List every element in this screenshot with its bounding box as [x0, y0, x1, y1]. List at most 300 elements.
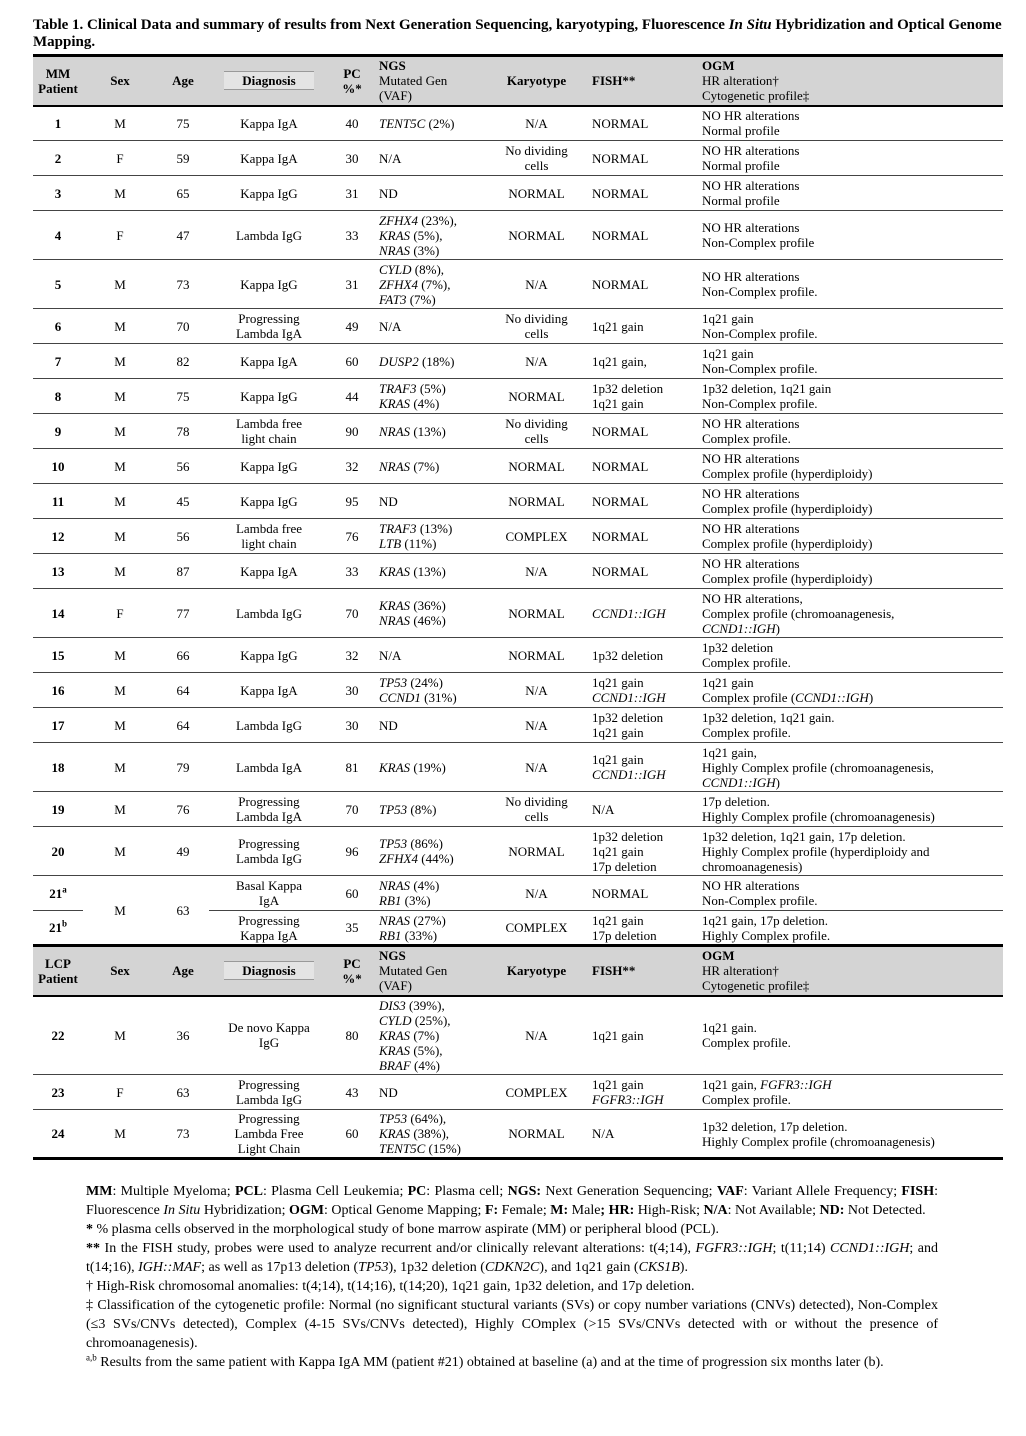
sex-cell — [83, 379, 157, 414]
ngs-line: RB1 (33%) — [379, 927, 438, 943]
gene-name: RB1 — [379, 927, 402, 943]
cell-line: cells — [524, 431, 549, 446]
karyotype-cell — [485, 379, 588, 414]
cell-line: 75 — [176, 115, 190, 131]
cell-line: COMPLEX — [505, 920, 568, 935]
cell-line: M — [114, 423, 126, 439]
footnote-italic: CDKN2C — [484, 1260, 540, 1275]
cell-line: M — [114, 1027, 126, 1043]
cell-line: Karyotype — [506, 963, 567, 979]
cell-line: Kappa IgG — [240, 388, 298, 404]
cell-line: 1q21 gain, — [592, 353, 647, 369]
karyotype-cell — [485, 449, 588, 484]
footnote-text: † High-Risk chromosomal anomalies: t(4;14), t(14;16), t(14;20), 1q21 gain, 1p32 deletion, and 17p deletion. — [86, 1279, 695, 1294]
cell-line: De novo Kappa — [228, 1020, 310, 1036]
cell-line: No dividing — [505, 143, 568, 158]
patient-id — [33, 260, 83, 309]
cell-line: NORMAL — [592, 563, 649, 579]
cell-line: CCND1::IGH) — [702, 620, 781, 636]
ngs-line: N/A — [379, 647, 402, 663]
header-ngs — [375, 56, 485, 106]
cell-line: 31 — [345, 276, 359, 292]
cell-line: 70 — [345, 605, 359, 621]
karyotype-cell — [485, 743, 588, 792]
table-row — [33, 589, 1003, 638]
cell-line: Non-Complex profile. — [702, 893, 818, 908]
sex-cell — [83, 673, 157, 708]
ngs-cell — [375, 344, 485, 379]
header-diagnosis-label: Diagnosis — [224, 71, 313, 90]
ngs-line: KRAS (4%) — [379, 396, 440, 411]
cell-line: 19 — [51, 801, 65, 817]
cell-line: NO HR alterations — [702, 108, 800, 124]
ngs-line: NRAS (3%) — [379, 242, 440, 258]
cell-line: 75 — [176, 388, 190, 404]
fish-cell — [588, 638, 698, 673]
footnote-text: Next Generation Sequencing; — [541, 1184, 717, 1199]
patient-id — [33, 176, 83, 211]
gene-name: DUSP2 — [379, 353, 419, 369]
ngs-cell — [375, 638, 485, 673]
cell-line: Lambda IgG — [235, 851, 303, 866]
cell-line: 70 — [176, 318, 190, 334]
table-row — [33, 379, 1003, 414]
pc-cell — [329, 260, 375, 309]
table-row — [33, 484, 1003, 519]
cell-line: Karyotype — [506, 73, 567, 89]
cell-line: NO HR alterations — [702, 521, 800, 536]
cell-line: Light Chain — [237, 1141, 301, 1156]
ngs-line: NRAS (7%) — [379, 458, 440, 474]
footnote-text: High-Risk; — [634, 1203, 704, 1218]
header-diagnosis — [209, 56, 329, 106]
cell-line: Progressing — [238, 836, 300, 851]
ngs-line: RB1 (3%) — [379, 893, 431, 908]
cell-line: NORMAL — [508, 227, 565, 243]
cell-line: Lambda IgA — [235, 326, 303, 341]
cell-line: Non-Complex profile. — [702, 284, 818, 299]
cell-line: M — [114, 1126, 126, 1141]
ngs-line: LTB (11%) — [379, 536, 437, 551]
gene-fusion: CCND1::IGH — [592, 690, 666, 705]
ngs-line: TRAF3 (13%) — [379, 521, 453, 536]
cell-line: M — [114, 843, 126, 859]
cell-line: M — [114, 647, 126, 663]
ngs-cell — [375, 106, 485, 141]
cell-line: M — [114, 115, 126, 131]
ngs-line: N/A — [379, 318, 402, 334]
diagnosis-cell — [209, 176, 329, 211]
ngs-cell — [375, 708, 485, 743]
ogm-cell — [698, 211, 1003, 260]
cell-line: COMPLEX — [505, 1084, 568, 1100]
gene-name: TRAF3 — [379, 521, 417, 536]
footnote-term: ** — [86, 1241, 105, 1256]
sex-cell — [83, 743, 157, 792]
pc-cell — [329, 106, 375, 141]
patient-id — [33, 792, 83, 827]
cell-line: 23 — [51, 1084, 65, 1100]
gene-name: ZFHX4 — [379, 212, 418, 228]
diagnosis-cell — [209, 211, 329, 260]
ogm-cell — [698, 1110, 1003, 1159]
header-age — [157, 946, 209, 996]
pc-cell — [329, 309, 375, 344]
fish-cell — [588, 743, 698, 792]
cell-line: 63 — [176, 902, 190, 918]
age-cell — [157, 260, 209, 309]
header-ngs-line: (VAF) — [379, 88, 412, 104]
cell-line: Kappa IgA — [240, 682, 298, 698]
cell-line: 96 — [345, 843, 359, 859]
cell-line: Patient — [38, 80, 78, 96]
age-cell — [157, 876, 209, 946]
cell-line: Patient — [38, 970, 78, 986]
ngs-cell — [375, 519, 485, 554]
cell-line: NO HR alterations — [702, 486, 800, 501]
ogm-cell — [698, 309, 1003, 344]
footnote-text: % plasma cells observed in the morphological study of bone marrow aspirate (MM) or peripheral blood (PCL). — [96, 1222, 719, 1237]
karyotype-cell — [485, 827, 588, 876]
cell-line: Normal profile — [702, 158, 780, 173]
header-ogm-line: OGM — [702, 58, 735, 74]
header-fish — [588, 56, 698, 106]
cell-line: Kappa IgA — [240, 353, 298, 369]
sex-cell — [83, 996, 157, 1075]
table-row — [33, 1110, 1003, 1159]
footnote-text: ; t(11;14) — [772, 1241, 831, 1256]
cell-line: 4 — [54, 227, 62, 243]
cell-line: NORMAL — [592, 423, 649, 439]
ogm-cell — [698, 673, 1003, 708]
age-cell — [157, 309, 209, 344]
ngs-line: KRAS (36%) — [379, 598, 446, 613]
pc-cell — [329, 743, 375, 792]
ngs-line: TRAF3 (5%) — [379, 381, 446, 396]
gene-name: NRAS — [379, 878, 411, 893]
diagnosis-cell — [209, 996, 329, 1075]
age-cell — [157, 996, 209, 1075]
karyotype-cell — [485, 344, 588, 379]
cell-line: FISH** — [592, 73, 636, 89]
diagnosis-cell — [209, 309, 329, 344]
footnote-text: : Plasma cell; — [426, 1184, 508, 1199]
cell-line: N/A — [525, 276, 548, 292]
pc-cell — [329, 589, 375, 638]
lcp-header-row — [33, 946, 1003, 996]
footnote-term: NGS: — [507, 1184, 542, 1199]
superscript: a — [62, 884, 67, 895]
cell-line: Complex profile (chromoanagenesis, — [702, 605, 895, 621]
cell-line: Complex profile (hyperdiploidy) — [702, 466, 873, 481]
ngs-cell — [375, 673, 485, 708]
cell-line: 43 — [345, 1084, 359, 1100]
footnote-term: ; HR: — [600, 1203, 635, 1218]
cell-line: 17p deletion — [592, 927, 657, 943]
cell-line: cells — [524, 158, 549, 173]
patient-id — [33, 638, 83, 673]
ngs-line: TP53 (24%) — [379, 675, 443, 690]
ngs-line: ZFHX4 (7%), — [379, 276, 451, 292]
patient-id — [33, 309, 83, 344]
gene-fusion: CCND1::IGH — [592, 767, 666, 782]
footnote-text: ), 1p32 deletion ( — [388, 1260, 485, 1275]
cell-line: Complex profile. — [702, 1035, 791, 1051]
ogm-cell — [698, 743, 1003, 792]
age-cell — [157, 379, 209, 414]
cell-line: 3 — [54, 185, 62, 201]
footnote-superscript: a,b — [86, 1352, 97, 1363]
cell-line: 32 — [345, 458, 359, 474]
cell-line: Kappa IgA — [240, 927, 298, 943]
karyotype-cell — [485, 554, 588, 589]
cell-line: Lambda IgA — [235, 809, 303, 824]
ngs-line: NRAS (27%) — [379, 912, 446, 928]
cell-line: 1p32 deletion, 1q21 gain — [702, 381, 832, 396]
sex-cell — [83, 876, 157, 946]
cell-line: Highly Complex profile (chromoanagenesis) — [702, 1133, 935, 1149]
ngs-line: N/A — [379, 150, 402, 166]
cell-line: 76 — [176, 801, 190, 817]
ngs-cell — [375, 589, 485, 638]
sex-cell — [83, 1110, 157, 1159]
cell-line: PC — [343, 955, 361, 971]
age-cell — [157, 519, 209, 554]
footnote-text: Hybridization; — [200, 1203, 289, 1218]
footnote-star — [86, 1220, 938, 1239]
cell-line: NORMAL — [508, 493, 565, 509]
ngs-line: KRAS (5%), — [379, 1042, 443, 1058]
cell-line: NORMAL — [592, 150, 649, 166]
footnote-term: F: — [484, 1203, 499, 1218]
fish-cell — [588, 708, 698, 743]
gene-name: DIS3 — [379, 997, 406, 1013]
sex-cell — [83, 638, 157, 673]
karyotype-cell — [485, 1110, 588, 1159]
pc-cell — [329, 484, 375, 519]
karyotype-cell — [485, 211, 588, 260]
cell-line: M — [114, 458, 126, 474]
header-patient — [33, 56, 83, 106]
diagnosis-cell — [209, 792, 329, 827]
cell-line: Lambda IgG — [235, 227, 303, 243]
cell-line: 73 — [176, 276, 190, 292]
gene-fusion: CCND1::IGH — [702, 620, 776, 636]
cell-line: Kappa IgG — [240, 185, 298, 201]
gene-fusion: FGFR3::IGH — [592, 1092, 664, 1107]
cell-line: 59 — [176, 150, 190, 166]
ogm-cell — [698, 344, 1003, 379]
cell-line: 30 — [345, 717, 359, 733]
cell-line: 8 — [54, 388, 62, 404]
cell-line: 1q21 gain — [592, 396, 644, 411]
cell-line: Kappa IgA — [240, 563, 298, 579]
cell-line: NO HR alterations — [702, 220, 800, 235]
cell-line: MM — [45, 65, 71, 81]
patient-id — [33, 414, 83, 449]
age-cell — [157, 589, 209, 638]
header-pc — [329, 56, 375, 106]
pc-cell — [329, 792, 375, 827]
karyotype-cell — [485, 589, 588, 638]
header-age — [157, 56, 209, 106]
ngs-cell — [375, 792, 485, 827]
cell-line: light chain — [241, 431, 297, 446]
footnote-ab — [86, 1353, 938, 1372]
ogm-cell — [698, 554, 1003, 589]
cell-line: 15 — [51, 647, 65, 663]
table-row — [33, 827, 1003, 876]
cell-line: Lambda IgG — [235, 1092, 303, 1107]
pc-cell — [329, 344, 375, 379]
table-row — [33, 449, 1003, 484]
cell-line: Complex profile (hyperdiploidy) — [702, 536, 873, 551]
ngs-line: KRAS (38%), — [379, 1126, 450, 1141]
fish-cell — [588, 876, 698, 911]
cell-line: Progressing — [238, 794, 300, 809]
age-cell — [157, 211, 209, 260]
cell-line: 22 — [51, 1027, 65, 1043]
cell-line: F — [116, 605, 124, 621]
cell-line: 70 — [345, 801, 359, 817]
gene-fusion: CCND1::IGH — [702, 774, 776, 790]
cell-line: 1q21 gain — [702, 311, 754, 326]
ngs-line: NRAS (13%) — [379, 423, 446, 439]
ngs-line: KRAS (5%), — [379, 227, 443, 243]
sex-cell — [83, 519, 157, 554]
gene-name: KRAS — [379, 563, 411, 579]
header-ogm — [698, 56, 1003, 106]
cell-line: M — [114, 318, 126, 334]
results-table — [33, 54, 1003, 1160]
table-row — [33, 996, 1003, 1075]
cell-line: NORMAL — [508, 647, 565, 663]
cell-line: 30 — [345, 682, 359, 698]
gene-name: NRAS — [379, 458, 411, 474]
header-ogm-line: HR alteration† — [702, 963, 779, 979]
gene-name: KRAS — [379, 598, 411, 613]
cell-line: Non-Complex profile. — [702, 396, 818, 411]
ngs-cell — [375, 1110, 485, 1159]
cell-line: 1p32 deletion — [592, 828, 664, 844]
karyotype-cell — [485, 260, 588, 309]
cell-line: NO HR alterations — [702, 556, 800, 571]
ngs-line: TENT5C (15%) — [379, 1141, 461, 1156]
gene-name: NRAS — [379, 613, 411, 628]
pc-cell — [329, 996, 375, 1075]
cell-line: 33 — [345, 563, 359, 579]
table-row — [33, 792, 1003, 827]
gene-name: KRAS — [379, 1027, 411, 1043]
sex-cell — [83, 176, 157, 211]
table-row — [33, 876, 1003, 911]
ngs-line: KRAS (13%) — [379, 563, 446, 579]
gene-name: KRAS — [379, 759, 411, 775]
table-row — [33, 414, 1003, 449]
fish-cell — [588, 1075, 698, 1110]
footnote-text: In the FISH study, probes were used to analyze recurrent and/or clinically relevant alterations: t(4;14), — [104, 1241, 696, 1256]
cell-line: 1q21 gain — [592, 1027, 644, 1043]
ogm-cell — [698, 876, 1003, 911]
gene-name: NRAS — [379, 912, 411, 928]
cell-line: 56 — [176, 528, 190, 544]
cell-line: Progressing — [238, 1077, 300, 1092]
superscript: b — [61, 918, 67, 929]
footnote-text: ; as well as 17p13 deletion ( — [201, 1260, 359, 1275]
cell-line: 77 — [176, 605, 190, 621]
gene-name: CCND1 — [379, 690, 421, 705]
cell-line: Kappa IgA — [240, 115, 298, 131]
ngs-line: CYLD (8%), — [379, 261, 445, 277]
ngs-cell — [375, 911, 485, 946]
cell-line: M — [114, 353, 126, 369]
cell-line: Complex profile. — [702, 655, 791, 670]
footnote-text: : Not Available; — [727, 1203, 820, 1218]
cell-line: 1q21 gain — [592, 675, 644, 690]
fish-cell — [588, 519, 698, 554]
footnote-double-star — [86, 1239, 938, 1277]
karyotype-cell — [485, 876, 588, 911]
ngs-line: TP53 (8%) — [379, 801, 437, 817]
karyotype-cell — [485, 106, 588, 141]
pc-cell — [329, 876, 375, 911]
cell-line: 66 — [176, 647, 190, 663]
cell-line: 45 — [176, 493, 190, 509]
ngs-cell — [375, 414, 485, 449]
cell-line: M — [114, 563, 126, 579]
table-row — [33, 554, 1003, 589]
age-cell — [157, 792, 209, 827]
pc-cell — [329, 211, 375, 260]
gene-name: TENT5C — [379, 115, 426, 131]
cell-line: FISH** — [592, 963, 636, 979]
ngs-cell — [375, 449, 485, 484]
cell-line: N/A — [525, 759, 548, 775]
ngs-cell — [375, 141, 485, 176]
table-row — [33, 519, 1003, 554]
cell-line: PC — [343, 65, 361, 81]
cell-line — [592, 1092, 696, 1107]
cell-line: 1 — [54, 115, 62, 131]
karyotype-cell — [485, 176, 588, 211]
footnote-text: Not Detected. — [844, 1203, 926, 1218]
header-diagnosis — [209, 946, 329, 996]
diagnosis-cell — [209, 1075, 329, 1110]
cell-line: 1q21 gain, 17p deletion. — [702, 912, 829, 928]
cell-line: 10 — [51, 458, 65, 474]
header-ogm-line: HR alteration† — [702, 73, 779, 89]
sex-cell — [83, 554, 157, 589]
ngs-cell — [375, 379, 485, 414]
ogm-cell — [698, 638, 1003, 673]
cell-line: M — [114, 493, 126, 509]
cell-line: NO HR alterations — [702, 878, 800, 893]
footnote-text: ; and t(14;16), — [86, 1241, 939, 1275]
patient-id — [33, 1075, 83, 1110]
pc-cell — [329, 827, 375, 876]
ngs-cell — [375, 554, 485, 589]
pc-cell — [329, 414, 375, 449]
cell-line: 60 — [345, 353, 359, 369]
gene-name: FAT3 — [379, 291, 407, 307]
cell-line: Progressing — [238, 311, 300, 326]
pc-cell — [329, 673, 375, 708]
cell-line: 78 — [176, 423, 190, 439]
age-cell — [157, 106, 209, 141]
table-row — [33, 673, 1003, 708]
cell-line: M — [114, 528, 126, 544]
cell-line: COMPLEX — [505, 528, 568, 544]
